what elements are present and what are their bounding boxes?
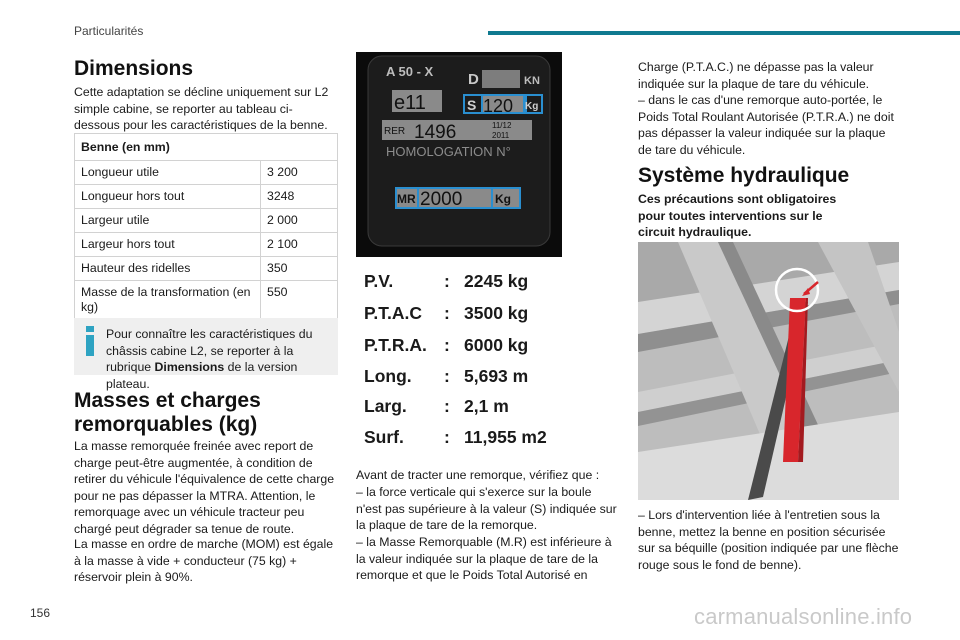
row-value: 3248	[261, 185, 338, 209]
info-icon	[86, 326, 94, 356]
plate-s-label: S	[467, 97, 477, 113]
tow-item-2: – la Masse Remorquable (M.R) est inférieure à la valeur indiquée sur la plaque de tare de la remorque et que le Poids Total Autorisé en	[356, 535, 612, 582]
plate-a-label: A 50 - X	[386, 64, 434, 79]
plate-kg-label: Kg	[525, 101, 539, 112]
table-row	[75, 281, 338, 320]
plate-homologation: HOMOLOGATION N°	[386, 144, 511, 159]
benne-dimensions-table	[74, 133, 338, 320]
plate-mr-value: 2000	[420, 189, 463, 210]
table-row	[75, 233, 338, 257]
plate-kn-label: KN	[524, 75, 540, 87]
masses-heading: Masses et charges remorquables (kg)	[74, 389, 261, 436]
info-box	[74, 318, 338, 391]
table-row	[75, 209, 338, 233]
info-text: Pour connaître les caractéristiques du châssis cabine L2, se reporter à la rubrique Dimensions de la version plateau.	[106, 327, 313, 391]
row-label: Hauteur des ridelles	[75, 257, 261, 281]
dimensions-intro: Cette adaptation se décline uniquement sur L2 simple cabine, se reporter au tableau ci-dessous pour les caractéristiques de la benne.	[74, 85, 329, 132]
plate-date-2: 2011	[492, 131, 510, 140]
row-label: Masse de la transformation (en kg)	[75, 281, 261, 320]
mom-text: La masse en ordre de marche (MOM) est égale à la masse à vide + conducteur (75 kg) + réservoir plein à 90%.	[74, 537, 334, 584]
tare-plate-image	[356, 52, 562, 257]
dimensions-heading: Dimensions	[74, 57, 194, 80]
page-number: 156	[30, 606, 51, 620]
table-row	[75, 257, 338, 281]
masses-text: La masse remorquée freinée avec report de charge peut-être augmentée, à condition de retirer du véhicule l'équivalence de cette charge pour ne pas dépasser la MTRA. Attention, le remorquage avec un véhicule tracteur peu chargé peut dégrader sa tenue de route.	[74, 439, 335, 536]
hydraulic-prop-svg	[638, 242, 899, 500]
row-label: Largeur utile	[75, 209, 261, 233]
hydraulic-prop-image	[638, 242, 899, 500]
header-accent-rule	[488, 31, 960, 35]
plate-mr-unit: Kg	[495, 192, 511, 206]
row-value: 3 200	[261, 161, 338, 185]
table-row	[75, 185, 338, 209]
row-label: Longueur utile	[75, 161, 261, 185]
row-value: 2 000	[261, 209, 338, 233]
continued-text: Charge (P.T.A.C.) ne dépasse pas la valeur indiquée sur la plaque de tare du véhicule.	[638, 60, 874, 91]
row-label: Longueur hors tout	[75, 185, 261, 209]
plate-s-value: 120	[483, 96, 514, 116]
watermark-text: carmanualsonline.info	[694, 604, 913, 629]
plate-date-1: 11/12	[492, 121, 512, 130]
table-row	[75, 161, 338, 185]
plate-d-label: D	[468, 71, 479, 88]
hydraulic-heading: Système hydraulique	[638, 164, 850, 187]
plate-rer-label: RER	[384, 126, 406, 137]
row-value: 550	[261, 281, 338, 320]
tare-plate-svg	[356, 52, 562, 257]
plate-rer-value: 1496	[414, 122, 457, 143]
tow-intro: Avant de tracter une remorque, vérifiez que :	[356, 468, 600, 482]
plate-mr-label: MR	[397, 192, 416, 206]
row-label: Largeur hors tout	[75, 233, 261, 257]
running-header: Particularités	[74, 24, 144, 38]
plate-e-label: e11	[394, 92, 426, 114]
row-value: 2 100	[261, 233, 338, 257]
row-value: 350	[261, 257, 338, 281]
hydraulic-text: – Lors d'intervention liée à l'entretien sous la benne, mettez la benne en position sécurisée sur sa béquille (position indiquée par une flèche rouge sous le fond de benne).	[638, 508, 899, 572]
tow-item-1: – la force verticale qui s'exerce sur la boule n'est pas supérieure à la valeur (S) indiquée sur la plaque de tare de la remorque.	[356, 485, 617, 532]
hydraulic-precaution: Ces précautions sont obligatoires pour toutes interventions sur le circuit hydraulique.	[638, 192, 837, 239]
table-header: Benne (en mm)	[75, 134, 338, 161]
tow-item-3: – dans le cas d'une remorque auto-portée, le Poids Total Roulant Autorisée (P.T.R.A.) ne doit pas dépasser la valeur indiquée sur la plaque de tare du véhicule.	[638, 93, 894, 157]
